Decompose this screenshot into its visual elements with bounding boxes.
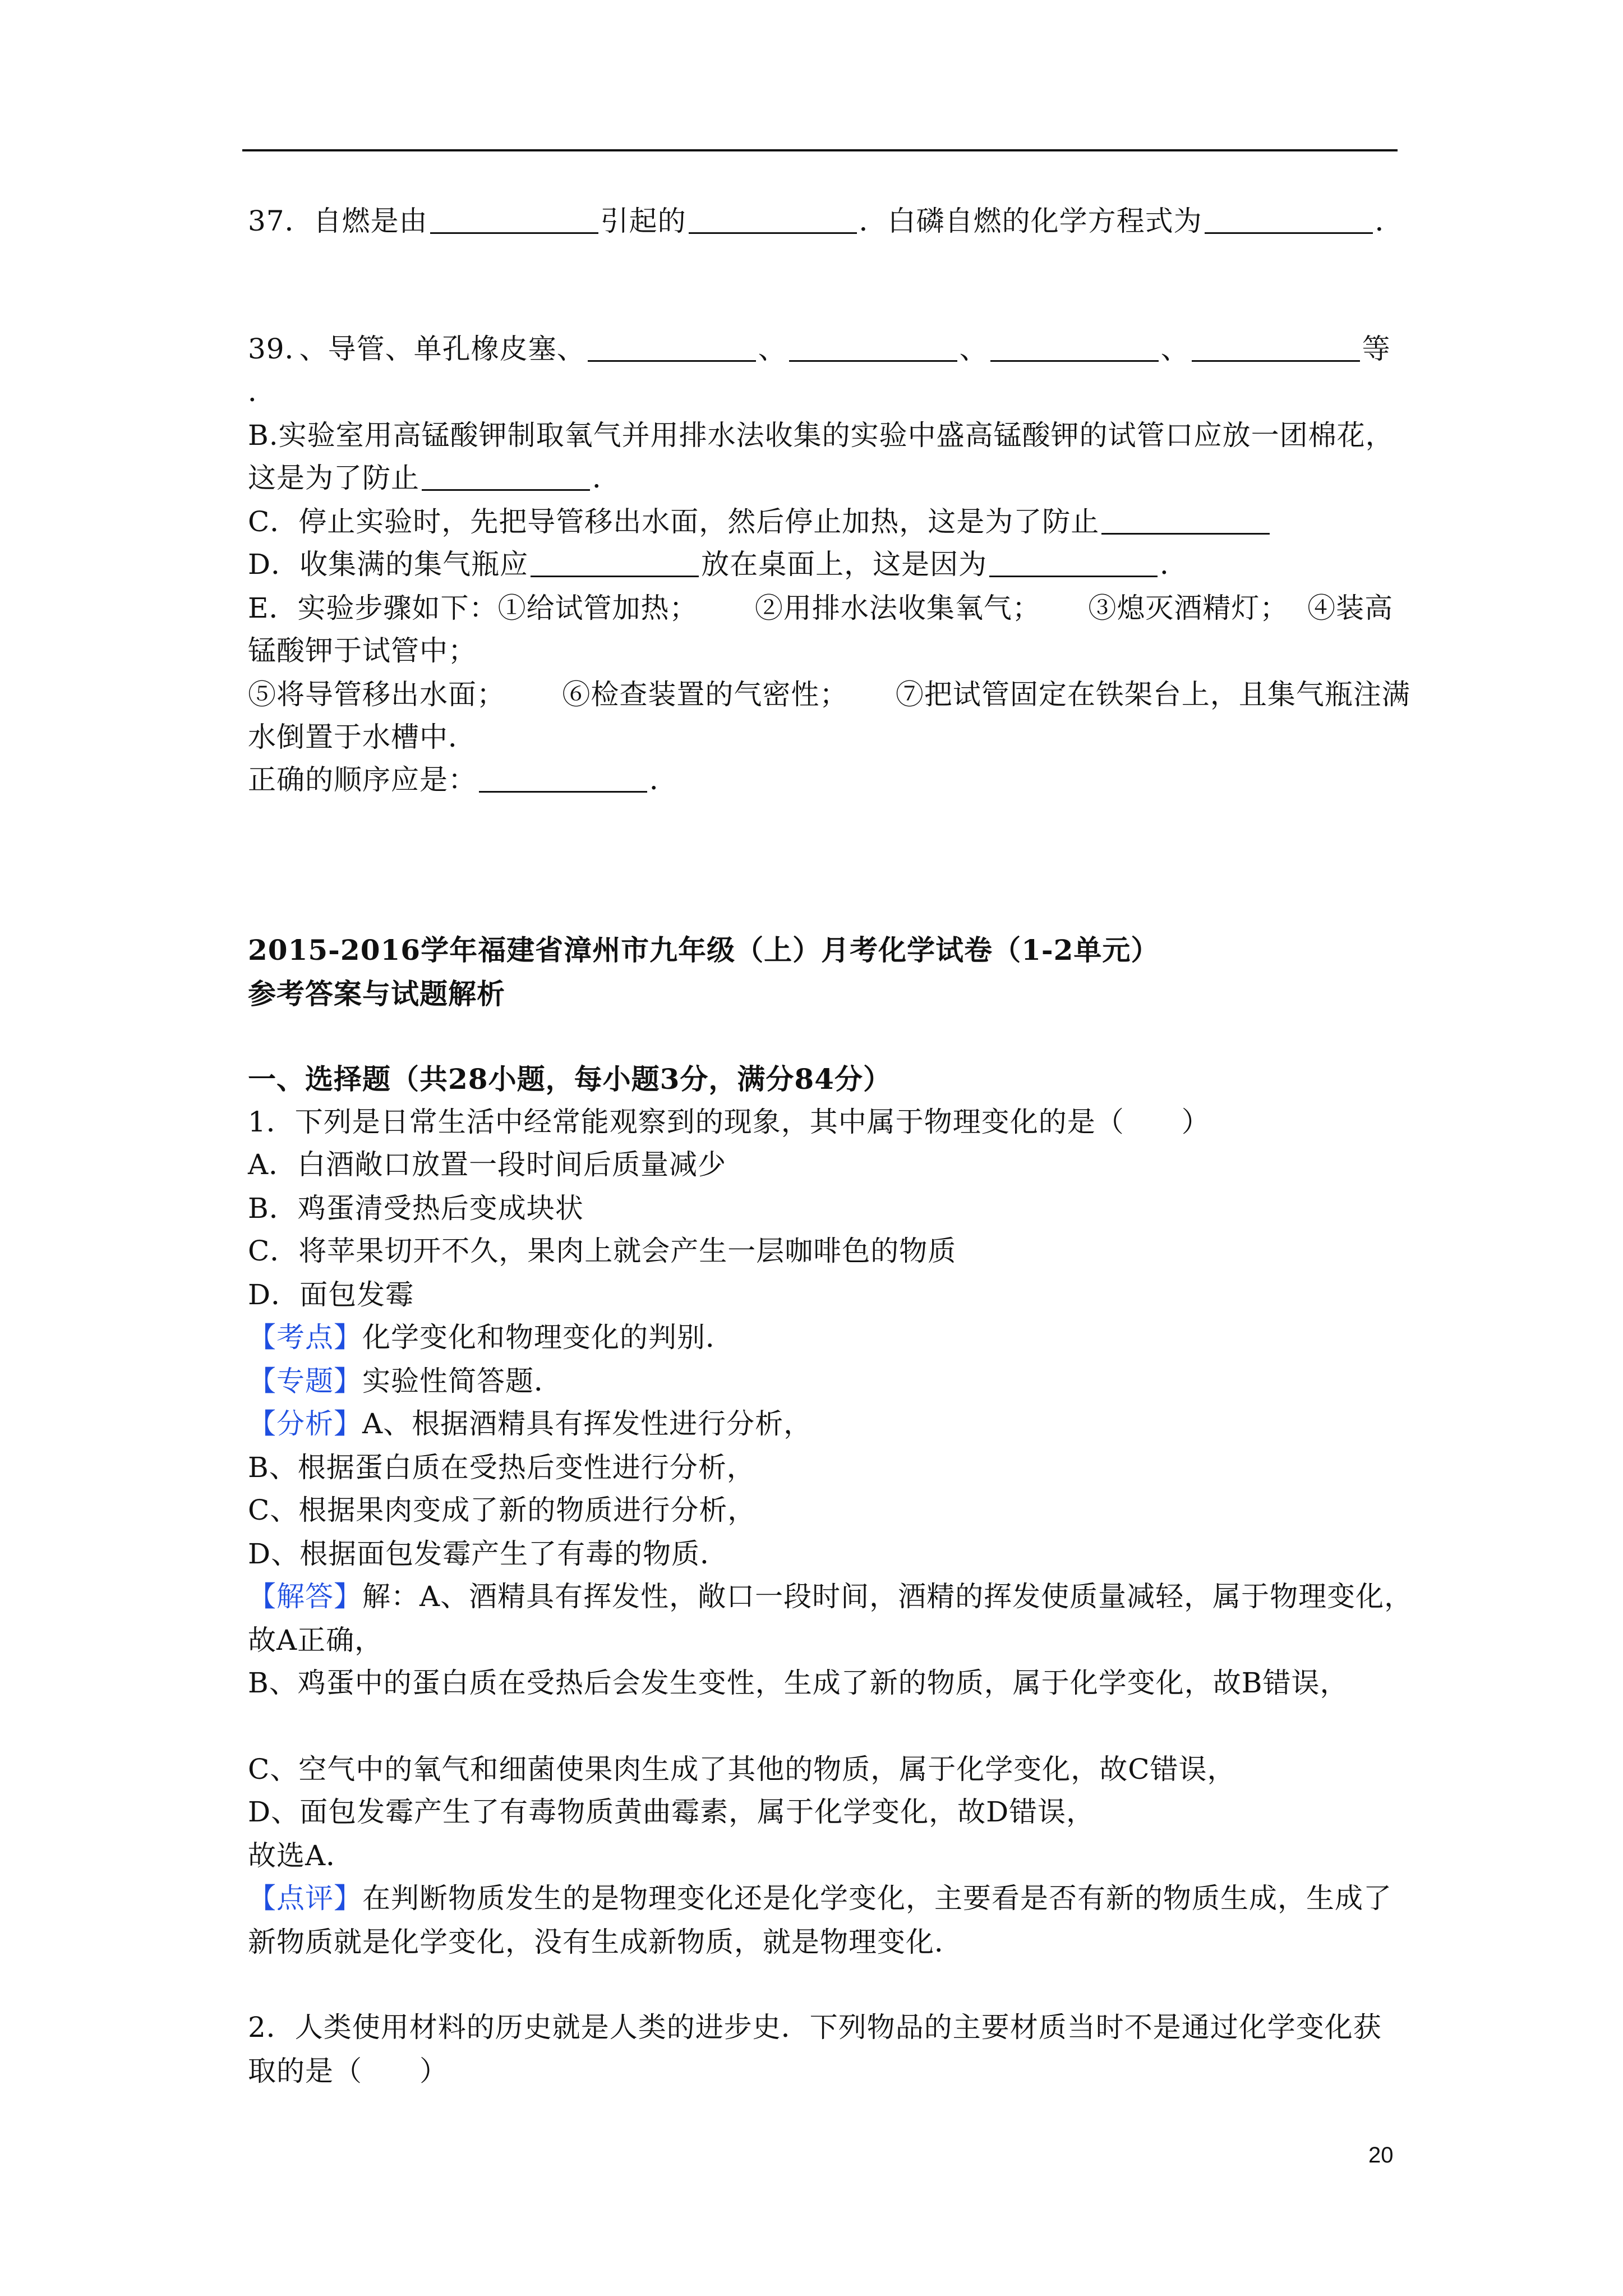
q1-jieda: 【解答】解：A、酒精具有挥发性，敞口一段时间，酒精的挥发使质量减轻，属于物理变化， xyxy=(248,1580,1413,1613)
q1-jieda-4: C、空气中的氧气和细菌使果肉生成了其他的物质，属于化学变化，故C错误， xyxy=(248,1753,1236,1786)
q39-line1: 39．、导管、单孔橡皮塞、 、 、 、 等 xyxy=(248,333,1391,365)
answer-blank[interactable] xyxy=(479,765,647,793)
q1-kaodian: 【考点】化学变化和物理变化的判别． xyxy=(248,1321,734,1354)
dianping-tag: 【点评】 xyxy=(248,1882,362,1915)
q39-e-line3: ⑤将导管移出水面； ⑥检查装置的气密性； ⑦把试管固定在铁架台上，且集气瓶注满 xyxy=(248,678,1410,711)
q2-stem-1: 2．人类使用材料的历史就是人类的进步史．下列物品的主要材质当时不是通过化学变化获 xyxy=(248,2011,1382,2044)
answer-blank[interactable] xyxy=(588,334,756,362)
jieda-tag: 【解答】 xyxy=(248,1580,362,1613)
q39-e-line1: E．实验步骤如下：①给试管加热； ②用排水法收集氧气； ③熄灭酒精灯； ④装高 xyxy=(248,592,1394,624)
section-heading: 一、选择题（共28小题，每小题3分，满分84分） xyxy=(248,1062,892,1096)
q1-jieda-3: B、鸡蛋中的蛋白质在受热后会发生变性，生成了新的物质，属于化学变化，故B错误， xyxy=(248,1667,1349,1699)
answer-blank[interactable] xyxy=(1205,206,1373,234)
q1-dianping: 【点评】在判断物质发生的是物理变化还是化学变化，主要看是否有新的物质生成，生成了 xyxy=(248,1882,1392,1915)
q1-fenxi-c: C、根据果肉变成了新的物质进行分析， xyxy=(248,1494,757,1526)
q39-e-line2: 锰酸钾于试管中； xyxy=(248,634,477,667)
q1-zhuanti: 【专题】实验性简答题． xyxy=(248,1365,562,1397)
answer-blank[interactable] xyxy=(989,550,1158,577)
answer-blank[interactable] xyxy=(789,334,957,362)
answer-blank[interactable] xyxy=(990,334,1159,362)
fenxi-tag: 【分析】 xyxy=(248,1407,362,1440)
answer-blank[interactable] xyxy=(531,550,699,577)
answer-blank[interactable] xyxy=(689,206,857,234)
q39-c-line: C．停止实验时，先把导管移出水面，然后停止加热，这是为了防止 xyxy=(248,505,1272,539)
answer-blank[interactable] xyxy=(430,206,598,234)
q1-option-d: D．面包发霉 xyxy=(248,1278,414,1311)
answer-title: 2015-2016学年福建省漳州市九年级（上）月考化学试卷（1-2单元） xyxy=(248,933,1160,967)
q39-e-line5: 正确的顺序应是： ． xyxy=(248,763,678,796)
answer-blank[interactable] xyxy=(1101,507,1270,535)
q1-jieda-2: 故A正确， xyxy=(248,1624,384,1657)
q1-option-b: B．鸡蛋清受热后变成块状 xyxy=(248,1192,584,1225)
q1-dianping-2: 新物质就是化学变化，没有生成新物质，就是物理变化． xyxy=(248,1926,963,1958)
q1-fenxi-b: B、根据蛋白质在受热后变性进行分析， xyxy=(248,1451,755,1484)
q1-fenxi: 【分析】A、根据酒精具有挥发性进行分析， xyxy=(248,1407,813,1440)
q39-b-line2: 这是为了防止 ． xyxy=(248,462,621,494)
header-rule xyxy=(242,149,1398,151)
zhuanti-tag: 【专题】 xyxy=(248,1365,362,1397)
answer-blank[interactable] xyxy=(1192,334,1360,362)
q1-stem: 1．下列是日常生活中经常能观察到的现象，其中属于物理变化的是（ ） xyxy=(248,1106,1210,1138)
q39-dot: ． xyxy=(248,375,276,408)
q39-d-line: D．收集满的集气瓶应 放在桌面上，这是因为 ． xyxy=(248,548,1189,581)
q1-jieda-5: D、面包发霉产生了有毒物质黄曲霉素，属于化学变化，故D错误， xyxy=(248,1796,1095,1828)
q1-option-c: C．将苹果切开不久，果肉上就会产生一层咖啡色的物质 xyxy=(248,1235,957,1267)
answer-blank[interactable] xyxy=(422,463,590,491)
q1-option-a: A．白酒敞口放置一段时间后质量减少 xyxy=(248,1148,727,1181)
page-number: 20 xyxy=(1368,2143,1394,2168)
answer-subtitle: 参考答案与试题解析 xyxy=(248,977,505,1010)
q39-b-line1: B.实验室用高锰酸钾制取氧气并用排水法收集的实验中盛高锰酸钾的试管口应放一团棉花， xyxy=(248,419,1394,452)
q1-jieda-6: 故选A． xyxy=(248,1839,355,1872)
q2-stem-2: 取的是（ ） xyxy=(248,2055,448,2087)
q1-fenxi-d: D、根据面包发霉产生了有毒的物质． xyxy=(248,1538,729,1570)
q39-e-line4: 水倒置于水槽中． xyxy=(248,721,477,753)
q37-line: 37．自燃是由 引起的 ．白磷自燃的化学方程式为 ． xyxy=(248,205,1404,237)
kaodian-tag: 【考点】 xyxy=(248,1321,362,1354)
